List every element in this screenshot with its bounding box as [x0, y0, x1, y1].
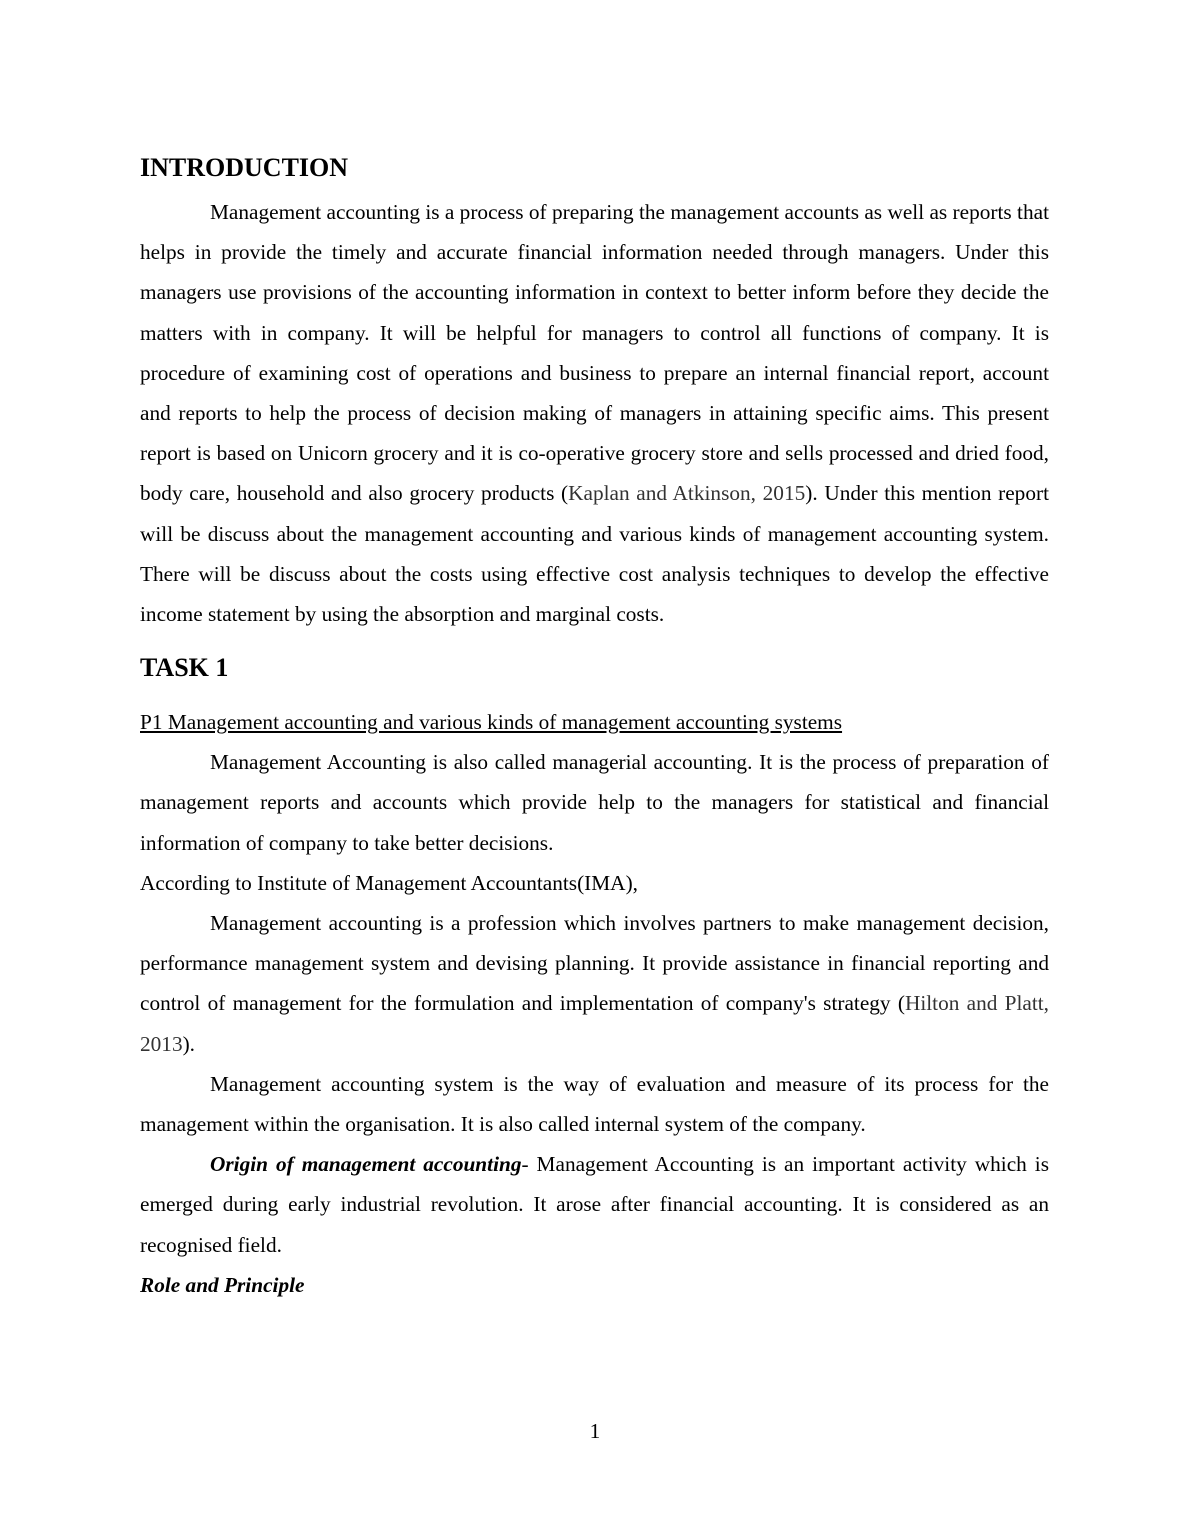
origin-label: Origin of management accounting — [210, 1152, 522, 1177]
task1-p3-text-part-1: Management accounting is a profession which involves partners to make management decision, performance management system and devising planning. It provide assistance in financial reporting and control of management for the formulation and implementation of company's strategy ( — [140, 911, 1049, 1016]
task1-p3-text-part-2: ). — [182, 1031, 196, 1056]
intro-text-part-2: ). Under this mention report will be discuss about the management accounting and various kinds of management accounting system. There will be discuss about the costs using effective cost analysis techniques to develop the effective income statement by using the absorption and marginal costs. — [140, 481, 1049, 627]
task1-p3-citation: Hilton and Platt, 2013 — [140, 991, 1049, 1056]
task1-paragraph-5 — [140, 1144, 1049, 1265]
intro-citation: Kaplan and Atkinson, 2015 — [568, 481, 806, 506]
task1-paragraph-3 — [140, 903, 1049, 1064]
task1-paragraph-4: Management accounting system is the way of evaluation and measure of its process for the management within the organisation. It is also called internal system of the company. — [140, 1071, 1049, 1137]
origin-text: - Management Accounting is an important activity which is emerged during early industrial revolution. It arose after financial accounting. It is considered as an recognised field. — [140, 1152, 1050, 1257]
role-and-principle-heading: Role and Principle — [140, 1272, 305, 1297]
page-number: 1 — [589, 1419, 601, 1443]
page-content — [140, 148, 1049, 1305]
task1-paragraph-1: Management Accounting is also called managerial accounting. It is the process of preparation of management reports and accounts which provide help to the managers for statistical and financial information of company to take better decisions. — [140, 750, 1049, 855]
p1-subheading: P1 Management accounting and various kinds of management accounting systems — [140, 710, 843, 735]
introduction-heading: INTRODUCTION — [140, 153, 349, 182]
task1-paragraph-2: According to Institute of Management Accountants(IMA), — [140, 870, 638, 895]
introduction-paragraph — [140, 192, 1049, 634]
intro-text-part-1: Management accounting is a process of preparing the management accounts as well as reports that helps in provide the timely and accurate financial information needed through managers. Under this managers use provisions of the accounting information in context to better inform before they decide the matters with in company. It will be helpful for managers to control all functions of company. It is procedure of examining cost of operations and business to prepare an internal financial report, account and reports to help the process of decision making of managers in attaining specific aims. This present report is based on Unicorn grocery and it is co-operative grocery store and sells processed and dried food, body care, household and also grocery products ( — [140, 200, 1049, 506]
task1-heading: TASK 1 — [140, 653, 229, 683]
